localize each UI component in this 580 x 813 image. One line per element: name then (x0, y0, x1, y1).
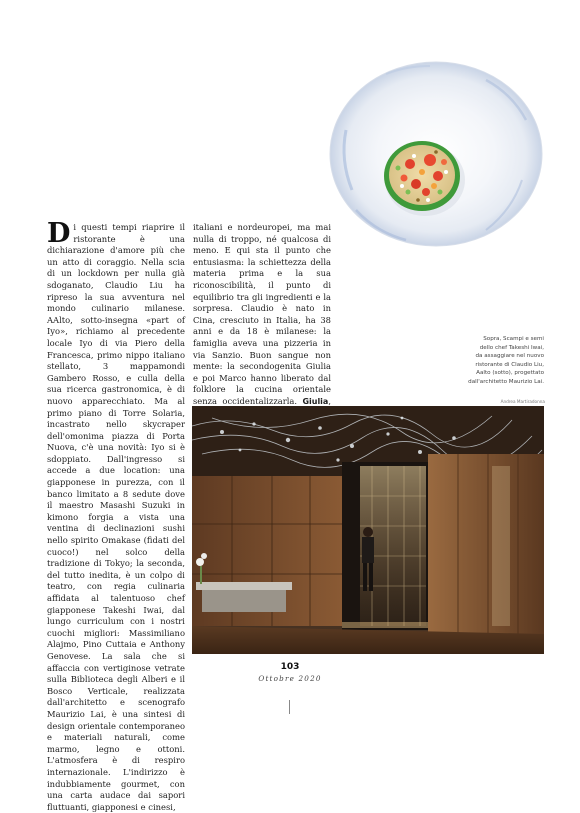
article-text-col2: italiani e nordeuropei, ma mai nulla di troppo, né qualcosa di meno. E qui sta il punto che entusiasma: la schiettezza della materia prima e la sua riconoscibilità, il punto di equilibrio tra gli ingredienti e la sorpresa. Claudio è nato in Cina, cresciuto in Italia, ha 38 anni e da 18 è milanese: la famiglia aveva una pizzeria in via Sanzio. Buon sangue non mente: la secondogenita Giulia e poi Marco hanno liberato dal folklore la cucina orientale senza occidentalizzarla. (193, 222, 331, 406)
restaurant-photo (192, 406, 544, 654)
folio-divider (289, 700, 290, 714)
issue-date: Ottobre 2020 (258, 674, 322, 683)
restaurant-interior-illustration (192, 406, 544, 654)
plate-illustration (326, 60, 544, 250)
photo-credit: Andrea Martiradonna (500, 399, 545, 404)
article-text-col2-b: , (328, 395, 331, 406)
caption-line: dello chef Takeshi Iwai, (479, 344, 544, 351)
article-text-col1: i questi tempi riaprire il ristorante è una dichiarazione d'amore più che un atto di coraggio. Nella scia di un lockdown per nulla già sdoganato, Claudio Liu ha ripreso la sua avventura nel mondo culinario milanese. AAlto, sotto-insegna «part of Iyo», richiamo al precedente locale Iyo di via Piero della Francesca, primo nippo italiano stellato, 3 mappamondi Gambero Rosso, e culla della sua ricerca gastronomica, è di nuovo apparecchiato. Ma al primo piano di Torre Solaria, incastrato nello skycraper dell'omonima piazza di Porta Nuova, c'è una novità: Iyo si è sdoppiato. Dall'ingresso si accede a due location: una giapponese in purezza, con il banco limitato a 8 sedute dove il maestro Masashi Suzuki in kimono forgia a vista una ventina di declinazioni sushi nello spirito Omakase (fidati del cuoco!) nel solco della tradizione di Tokyo; la seconda, del tutto inedita, è un colpo di teatro, con regia culinaria affidata al talentuoso chef giapponese Takeshi Iwai, dal lungo curriculum con i nostri cuochi migliori: Massimiliano Alajmo, Pino Cuttaia e Anthony Genovese. La sala che si affaccia con vertiginose vetrate sulla Biblioteca degli Alberi e il Bosco Verticale, realizzata dall'architetto e scenografo Maurizio Lai, è una sintesi di design orientale contemporaneo e materiali naturali, come marmo, legno e ottoni. L'atmosfera è di respiro internazionale. L'indirizzo è indubbiamente gourmet, con una carta audace dai sapori fluttuanti, giapponesi e cinesi, (47, 222, 185, 812)
photo-caption (392, 335, 544, 387)
caption-line: da assaggiare nel nuovo (475, 353, 544, 360)
page-number: 103 (280, 662, 300, 672)
caption-line: ristorante di Claudio Liu, (475, 361, 544, 368)
article-column-1 (47, 218, 185, 813)
page-folio (0, 662, 580, 683)
caption-line: Aalto (sotto), progettato (476, 370, 544, 377)
caption-line: dall'architetto Maurizio Lai. (468, 378, 544, 385)
dish-photo (326, 60, 544, 250)
caption-line: Sopra, Scampi e semi (483, 336, 544, 342)
drop-cap: D (47, 218, 71, 249)
bold-name-giulia: Giulia (302, 396, 329, 406)
